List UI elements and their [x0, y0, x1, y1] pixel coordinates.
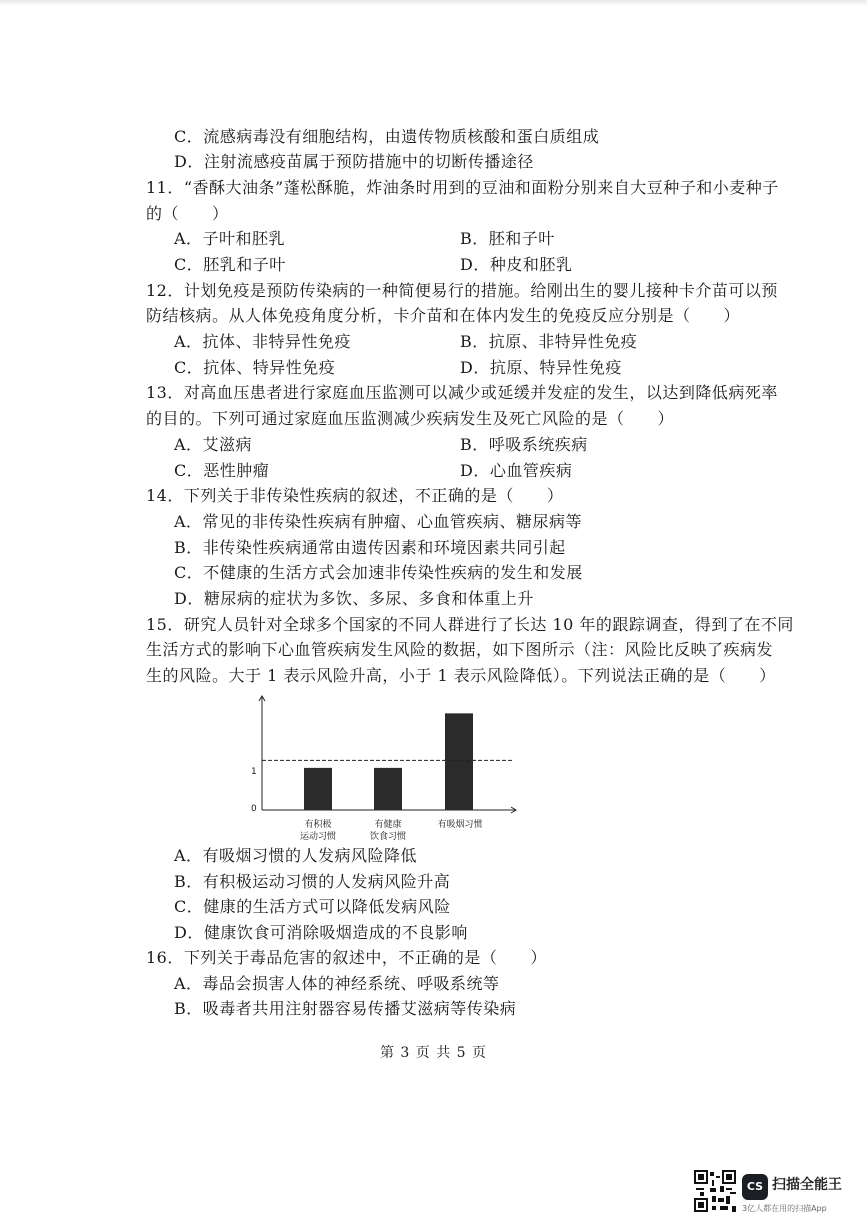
- q15-stem-cont1: 生活方式的影响下心血管疾病发生风险的数据，如下图所示（注：风险比反映了疾病发: [146, 640, 774, 659]
- q12-stem-cont: 防结核病。从人体免疫角度分析，卡介苗和在体内发生的免疫反应分别是（ ）: [146, 306, 741, 325]
- q11-option-c: C．胚乳和子叶: [174, 255, 286, 274]
- q16-stem: 16．下列关于毒品危害的叙述中，不正确的是（ ）: [146, 948, 547, 967]
- q13-stem: 13．对高血压患者进行家庭血压监测可以减少或延缓并发症的发生，以达到降低病死率: [146, 383, 778, 402]
- ytick-0: 0: [251, 804, 257, 814]
- category-label-smoking: 有吸烟习惯: [437, 820, 483, 830]
- q14-option-d: D．糖尿病的症状为多饮、多尿、多食和体重上升: [174, 589, 534, 608]
- q11-stem-cont: 的（ ）: [146, 204, 229, 223]
- q15-stem-cont2: 生的风险。大于 1 表示风险升高，小于 1 表示风险降低）。下列说法正确的是（ ）: [146, 666, 776, 685]
- q14-option-b: B．非传染性疾病通常由遗传因素和环境因素共同引起: [174, 538, 566, 557]
- q15-option-c: C．健康的生活方式可以降低发病风险: [174, 897, 451, 916]
- q16-option-a: A．毒品会损害人体的神经系统、呼吸系统等: [174, 974, 500, 993]
- bar-2: [445, 713, 473, 810]
- q14-option-a: A．常见的非传染性疾病有肿瘤、心血管疾病、糖尿病等: [174, 512, 583, 531]
- q15-option-d: D．健康饮食可消除吸烟造成的不良影响: [174, 923, 468, 942]
- q12-stem: 12．计划免疫是预防传染病的一种简便易行的措施。给刚出生的婴儿接种卡介苗可以预: [146, 281, 778, 300]
- q13-option-b: B．呼吸系统疾病: [460, 435, 588, 454]
- risk-ratio-bar-chart: [250, 692, 522, 822]
- q13-stem-cont: 的目的。下列可通过家庭血压监测减少疾病发生及死亡风险的是（ ）: [146, 409, 675, 428]
- q13-option-d: D．心血管疾病: [460, 461, 573, 480]
- q12-option-b: B．抗原、非特异性免疫: [460, 332, 638, 351]
- q12-option-a: A．抗体、非特异性免疫: [174, 332, 352, 351]
- q12-option-d: D．抗原、特异性免疫: [460, 358, 622, 377]
- category-label-diet: 有健康 饮食习惯: [369, 820, 406, 842]
- scan-top-edge: [0, 0, 867, 6]
- page-footer: 第 3 页 共 5 页: [379, 1045, 488, 1061]
- camscanner-tagline: 3亿人都在用的扫描App: [742, 1204, 827, 1213]
- bar-0: [304, 768, 332, 810]
- q14-stem: 14．下列关于非传染性疾病的叙述，不正确的是（ ）: [146, 486, 564, 505]
- q15-stem: 15．研究人员针对全球多个国家的不同人群进行了长达 10 年的跟踪调查，得到了在不同: [146, 615, 794, 634]
- category-label-exercise: 有积极 运动习惯: [299, 820, 336, 842]
- q10-option-d: D．注射流感疫苗属于预防措施中的切断传播途径: [174, 152, 534, 171]
- ytick-1: 1: [251, 767, 257, 777]
- q11-option-d: D．种皮和胚乳: [460, 255, 573, 274]
- q15-option-a: A．有吸烟习惯的人发病风险降低: [174, 846, 418, 865]
- q11-option-b: B．胚和子叶: [460, 229, 555, 248]
- q14-option-c: C．不健康的生活方式会加速非传染性疾病的发生和发展: [174, 563, 583, 582]
- qr-code-icon: [694, 1170, 736, 1212]
- q15-option-b: B．有积极运动习惯的人发病风险升高: [174, 872, 451, 891]
- q13-option-a: A．艾滋病: [174, 435, 253, 454]
- q13-option-c: C．恶性肿瘤: [174, 461, 270, 480]
- q12-option-c: C．抗体、特异性免疫: [174, 358, 336, 377]
- camscanner-brand-name: 扫描全能王: [772, 1177, 842, 1193]
- q10-option-c: C．流感病毒没有细胞结构，由遗传物质核酸和蛋白质组成: [174, 127, 600, 146]
- q11-stem: 11．“香酥大油条”蓬松酥脆，炸油条时用到的豆油和面粉分别来自大豆种子和小麦种子: [146, 178, 779, 197]
- q16-option-b: B．吸毒者共用注射器容易传播艾滋病等传染病: [174, 999, 517, 1018]
- bar-1: [374, 768, 402, 810]
- camscanner-logo: CS: [742, 1174, 768, 1200]
- q11-option-a: A．子叶和胚乳: [174, 229, 286, 248]
